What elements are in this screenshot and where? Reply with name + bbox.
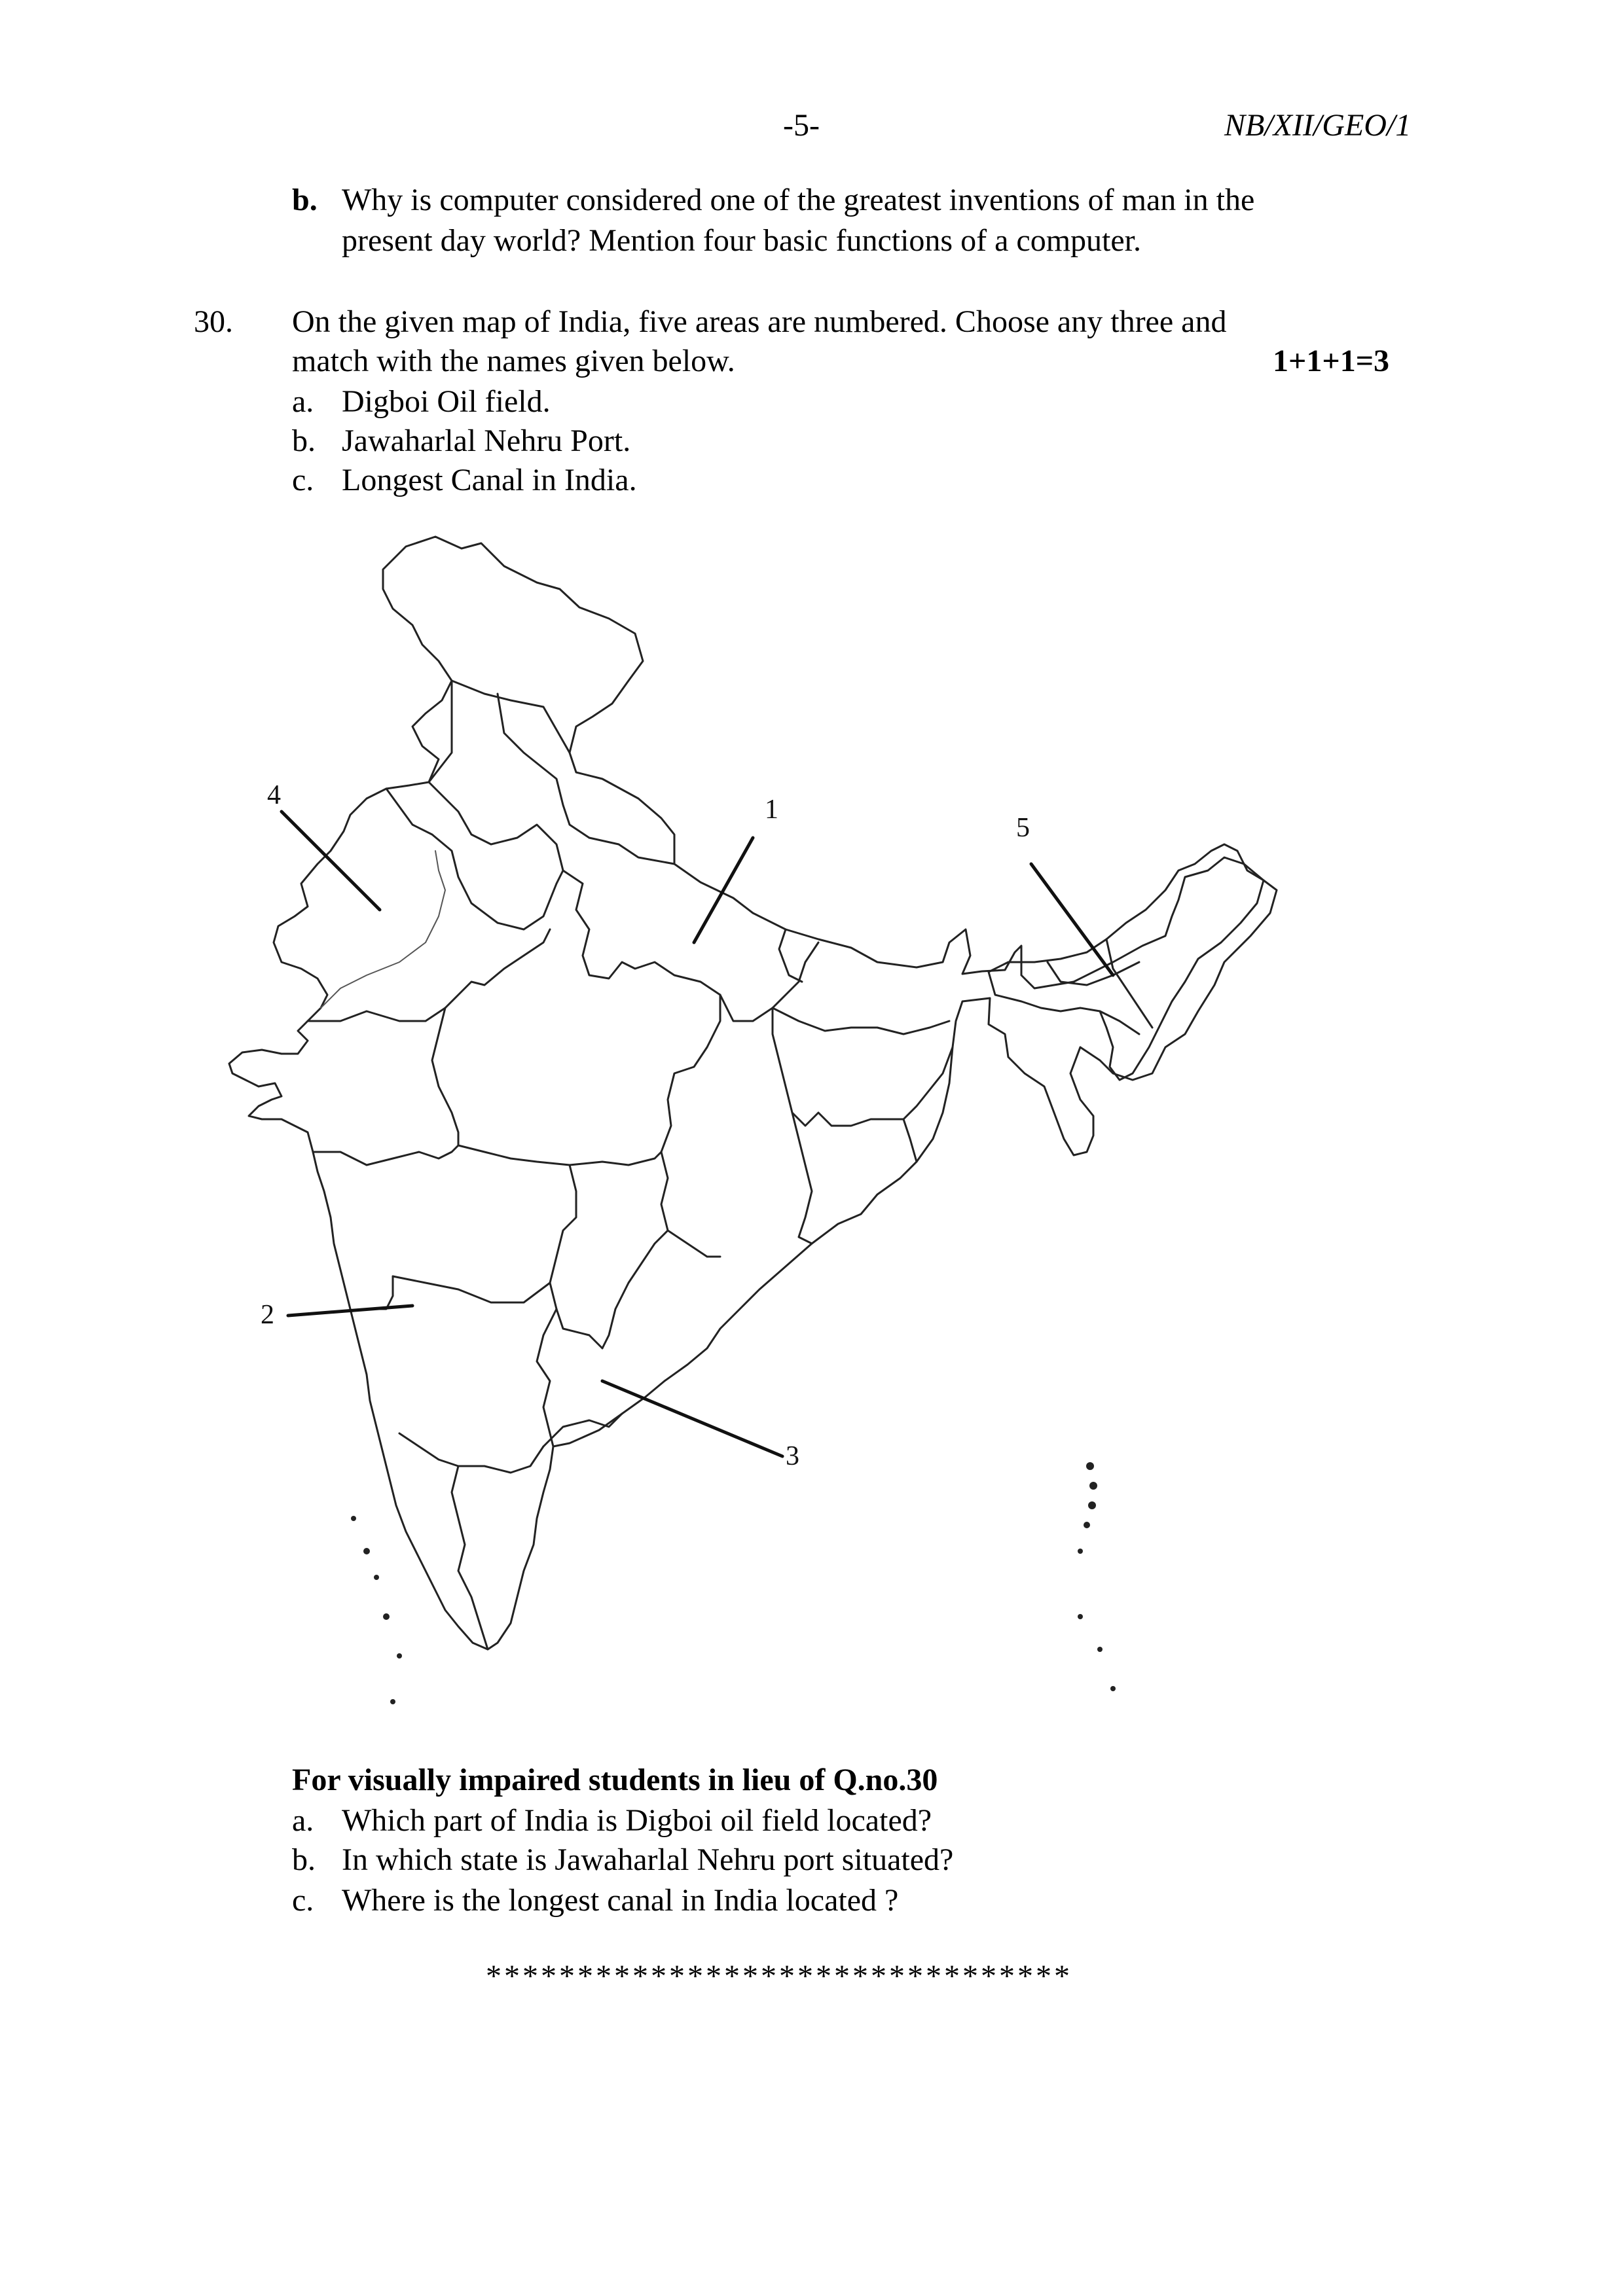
state-boundary-mh-ka [393,1276,550,1302]
nicobar-island [1110,1686,1116,1691]
thar-region-outline [321,851,445,1008]
q30-line2: match with the names given below. [292,344,735,378]
map-label-4: 4 [267,780,281,810]
state-boundary-bihar-jh [773,1008,949,1034]
paper-code: NB/XII/GEO/1 [1224,108,1412,143]
state-boundary-goa [363,1276,393,1309]
vi-option-c-letter: c. [292,1883,314,1918]
map-label-5: 5 [1016,813,1030,843]
map-label-2: 2 [261,1300,274,1330]
state-boundary-ap-tn [543,1414,622,1446]
q30-option-a-text: Digboi Oil field. [342,384,551,419]
lakshadweep-island [351,1516,356,1521]
andaman-island [1089,1482,1097,1490]
q29b-line2: present day world? Mention four basic functions of a computer. [342,223,1141,258]
q30-option-c-letter: c. [292,463,314,497]
map-label-1: 1 [765,795,778,825]
state-boundary-mp-cg [661,995,720,1257]
state-boundary-mh-telangana [550,1165,602,1348]
lakshadweep-island [390,1699,395,1704]
q29b-line1: Why is computer considered one of the greatest inventions of man in the [342,183,1255,217]
northeast-outline [989,844,1264,1080]
andaman-island [1086,1462,1094,1470]
visually-impaired-heading: For visually impaired students in lieu of Q.no.30 [292,1763,938,1797]
end-separator: ******************************** [486,1959,1072,1994]
pointer-line-1 [694,838,753,942]
vi-option-c-text: Where is the longest canal in India located ? [342,1883,899,1918]
state-boundary-haryana [429,782,563,870]
nicobar-island [1097,1647,1103,1652]
state-boundary-kerala-tn [452,1466,488,1649]
state-boundary-odisha [792,1113,812,1244]
map-label-3: 3 [786,1441,799,1471]
state-boundary-rajasthan [386,789,563,929]
vi-option-a-letter: a. [292,1803,314,1838]
state-boundary-ka-kerala-tn [399,1433,543,1473]
vi-option-b-text: In which state is Jawaharlal Nehru port situated? [342,1842,954,1877]
lakshadweep-island [383,1613,390,1620]
andaman-island [1078,1549,1083,1554]
q30-option-c-text: Longest Canal in India. [342,463,637,497]
nicobar-island [1078,1614,1083,1619]
q29b-label: b. [292,183,318,217]
pointer-line-3 [602,1381,782,1456]
q30-number: 30. [194,304,233,339]
page-number: -5- [783,108,820,143]
lakshadweep-island [363,1548,370,1554]
state-boundary-gj-mh [313,1145,458,1165]
state-boundary-raj-gj-mp [308,929,550,1021]
state-boundary-hp-uk [498,694,589,838]
state-boundary-up-bihar [779,929,802,982]
lakshadweep-island [374,1575,379,1580]
vi-option-a-text: Which part of India is Digboi oil field located? [342,1803,932,1838]
q30-line1: On the given map of India, five areas are numbered. Choose any three and [292,304,1227,339]
q30-option-b-letter: b. [292,423,316,458]
vi-option-b-letter: b. [292,1842,316,1877]
state-boundary-punjab [429,681,452,782]
q30-marks: 1+1+1=3 [1273,344,1390,378]
q30-option-a-letter: a. [292,384,314,419]
state-boundary-jh-cg-or [773,1008,903,1126]
islands [351,1462,1116,1704]
lakshadweep-island [397,1653,402,1659]
pointer-line-4 [282,812,380,910]
state-boundary-jk-hp [452,681,570,753]
pointer-line-5 [1031,864,1113,975]
state-boundary-uk [589,838,674,864]
northeast-boundary-3 [1100,1011,1139,1034]
state-boundary-ka-ap [537,1309,556,1446]
northeast-boundary-2 [1048,962,1139,985]
state-boundary-mp-mh [432,1008,661,1165]
india-mainland-outline [229,537,1277,1649]
andaman-island [1084,1522,1090,1528]
state-boundary-cg-ap [602,1230,668,1348]
q30-option-b-text: Jawaharlal Nehru Port. [342,423,631,458]
andaman-island [1088,1501,1096,1509]
